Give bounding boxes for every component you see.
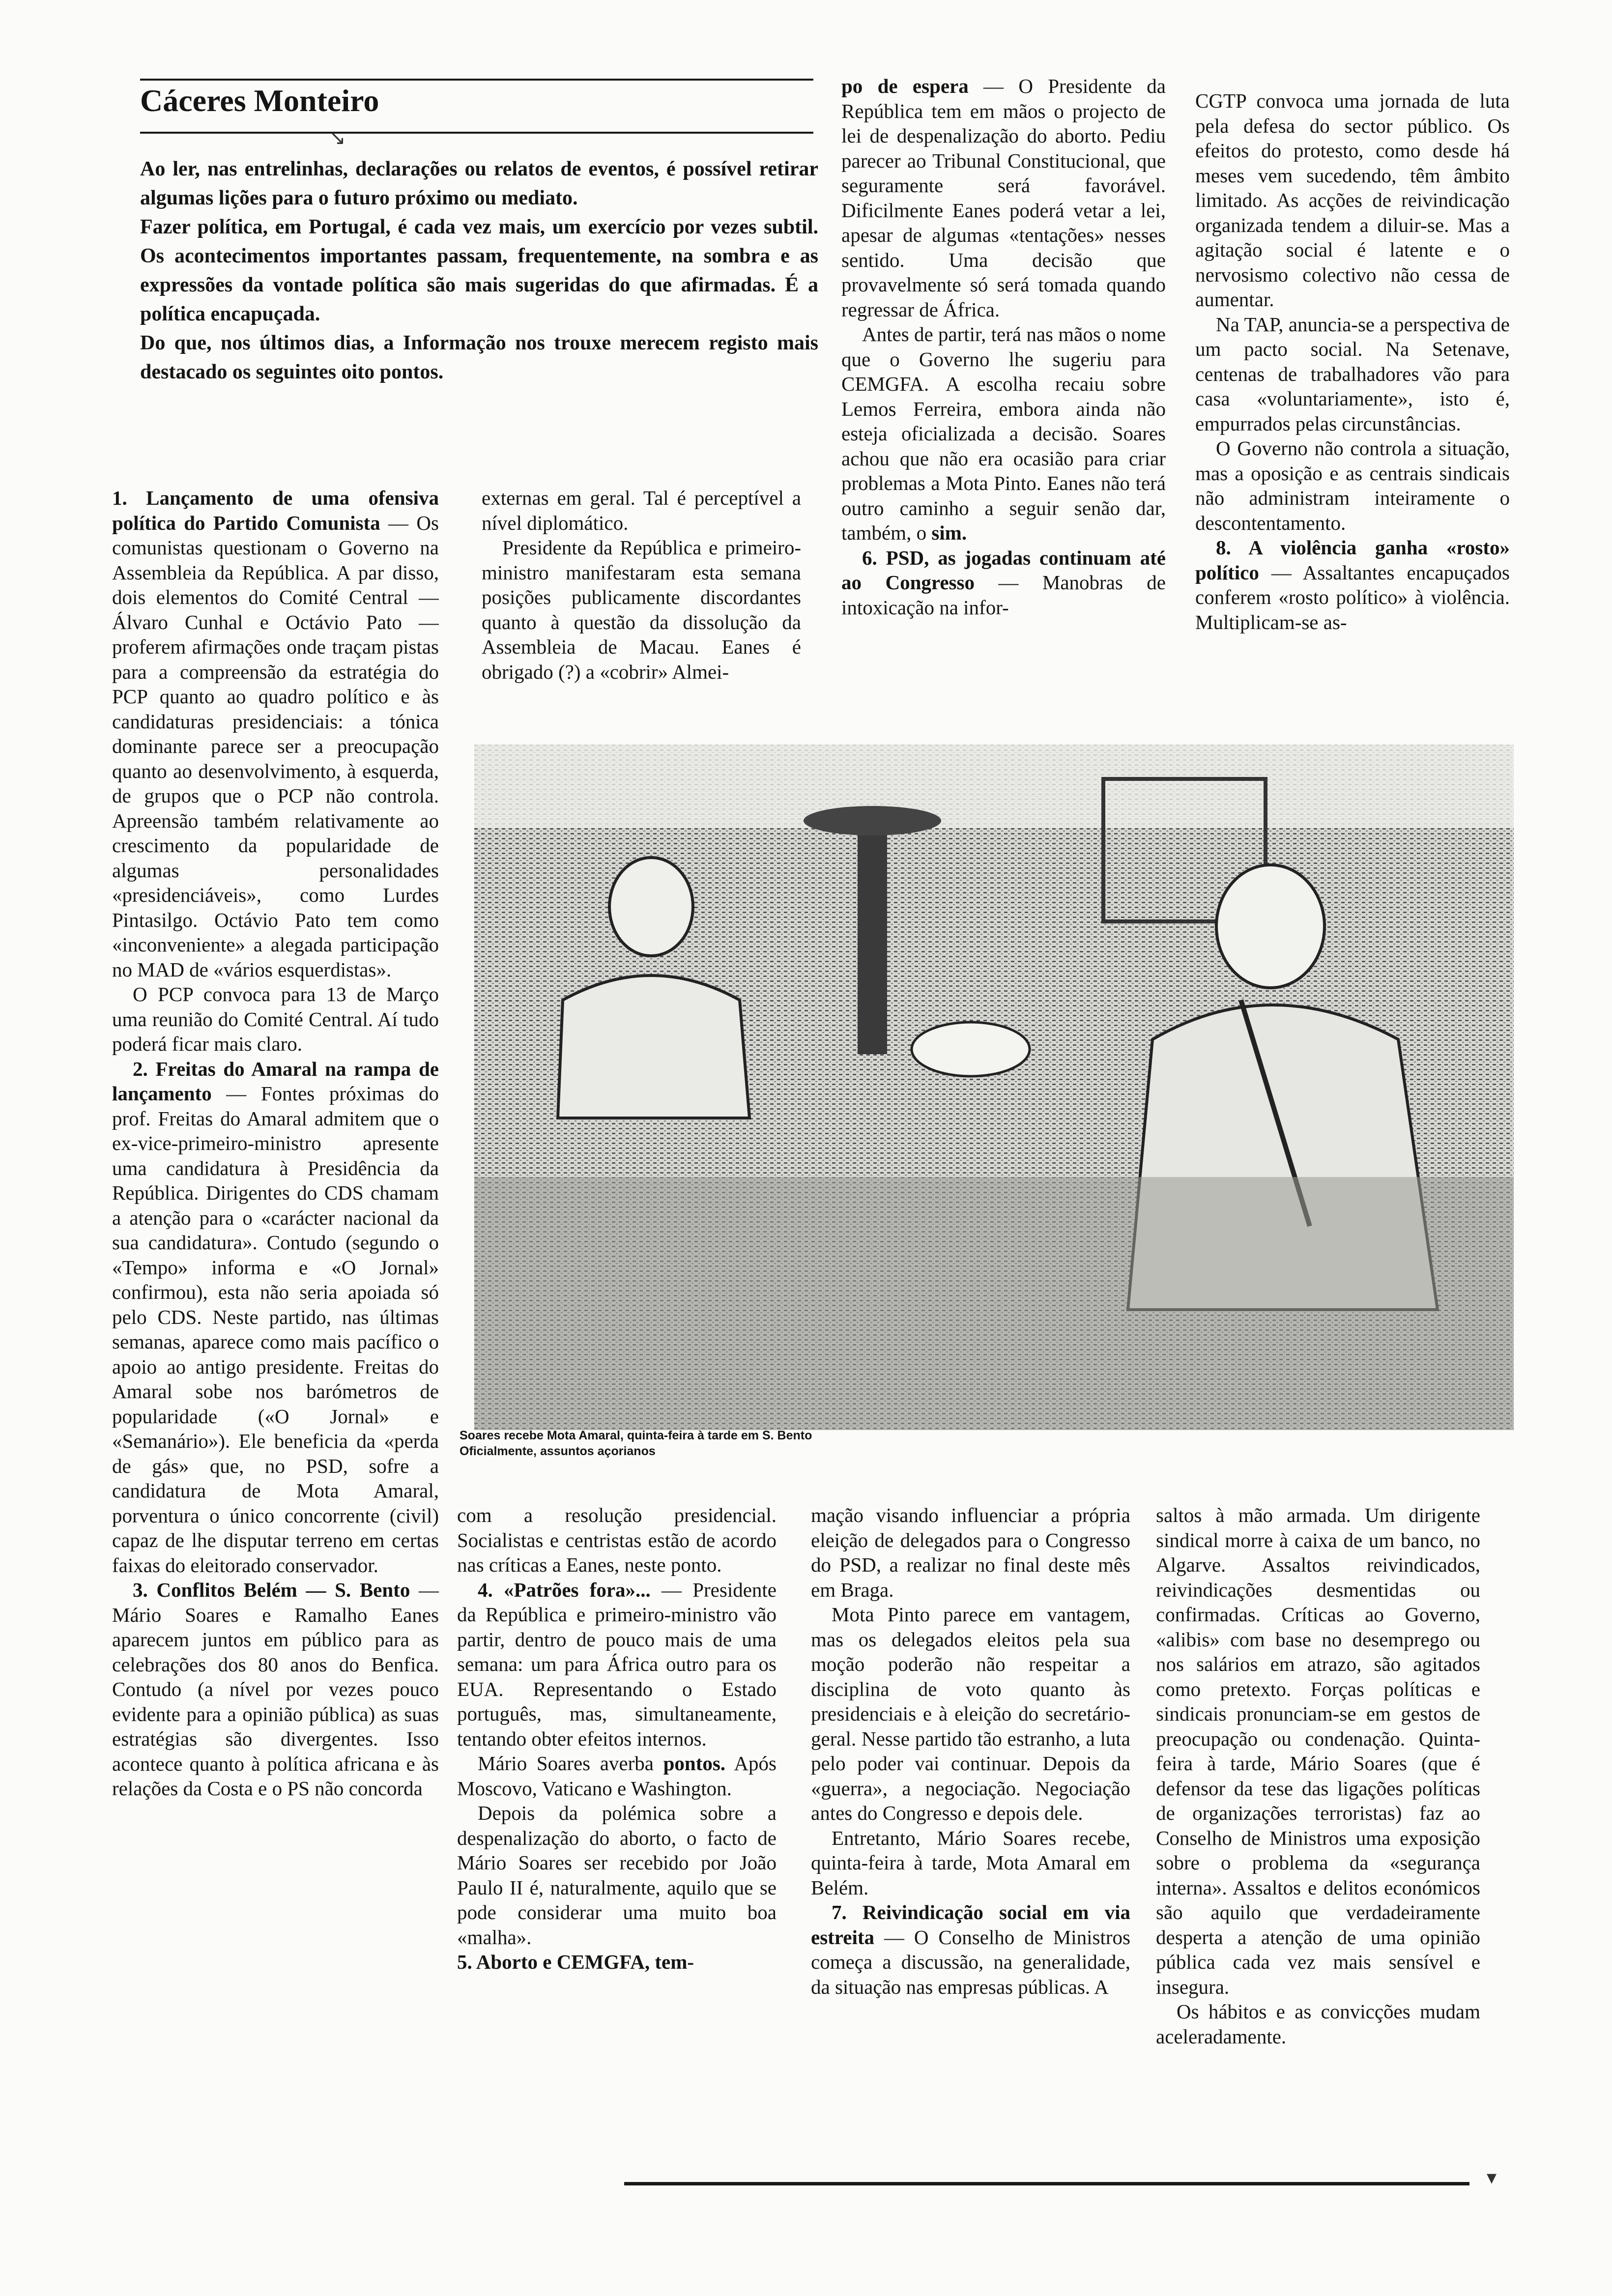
column-3-bottom: [811, 1503, 1130, 2129]
col3-bottom-p2: Mota Pinto parece em vantagem, mas os delegados eleitos pela sua moção poderão não respeitar a disciplina de voto quanto às presidenciais e à eleição do secretário-geral. Nesse partido tão estranho, a luta pelo poder vai continuar. Depois da «guerra», a negociação. Negociação antes do Congresso e depois dele.: [811, 1603, 1130, 1824]
lead-p3: Do que, nos últimos dias, a Informação nos trouxe merecem registo mais destacado os seguintes oito pontos.: [140, 332, 818, 383]
lead-p1: Ao ler, nas entrelinhas, declarações ou relatos de eventos, é possível retirar algumas lições para o futuro próximo ou mediato.: [140, 158, 818, 209]
section-4-heading: 4. «Patrões fora»...: [478, 1578, 651, 1601]
section-8-text: — Assaltantes encapuçados conferem «rosto político» à violência. Multiplicam-se as-: [1195, 561, 1510, 633]
col3-top-p2: Antes de partir, terá nas mãos o nome que o Governo lhe sugeriu para CEMGFA. A escolha recaiu sobre Lemos Ferreira, embora ainda não esteja oficializada a decisão. Soares achou que não era ocasião para criar problemas a Mota Pinto. Eanes não terá outro caminho a seguir senão dar, também, o sim.: [841, 323, 1166, 544]
header-mark: ↘: [329, 127, 346, 149]
caption-line-1: Soares recebe Mota Amaral, quinta-feira à tarde em S. Bento: [460, 1429, 812, 1442]
section-7: [811, 1900, 1130, 1999]
continuation-mark: ▾: [1487, 2166, 1497, 2189]
column-2-bottom: [457, 1503, 777, 2179]
lead-p2: Fazer política, em Portugal, é cada vez mais, um exercício por vezes subtil. Os acontecimentos importantes passam, frequentemente, na sombra e as expressões da vontade política são mais sugeridas do que afirmadas. É a política encapuçada.: [140, 216, 818, 325]
col4-top-p2: Na TAP, anuncia-se a perspectiva de um pacto social. Na Setenave, centenas de trabalhadores vão para casa «voluntariamente», isto é, empurrados pelas circunstâncias.: [1195, 313, 1510, 435]
col2-top-p1: externas em geral. Tal é perceptível a nível diplomático.: [482, 487, 801, 534]
col2-top-p2: Presidente da República e primeiro-ministro manifestaram esta semana posições publicamente discordantes quanto à questão da dissolução da Assembleia de Macau. Eanes é obrigado (?) a «cobrir» Almei-: [482, 536, 801, 683]
footer-rule: [624, 2182, 1469, 2185]
section-4-text: — Presidente da República e primeiro-ministro vão partir, dentro de pouco mais de uma semana: um para África outro para os EUA. Representando o Estado português, mas, simultaneamente, tentando obter efeitos internos.: [457, 1578, 777, 1750]
section-3: [112, 1578, 439, 1801]
col3-top-p1: po de espera — O Presidente da República tem em mãos o projecto de lei de despenalização do aborto. Pediu parecer ao Tribunal Constitucional, que seguramente será favorável. Dificilmente Eanes poderá vetar a lei, apesar de algumas «tentações» nesses sentido. Uma decisão que provavelmente só será tomada quando regressar de África.: [841, 75, 1166, 321]
column-4-top: [1195, 88, 1510, 722]
news-photo-drawing: [474, 745, 1514, 1430]
column-1: [112, 486, 439, 2186]
col2-bottom-p3: Mário Soares averba pontos. Após Moscovo, Vaticano e Washington.: [457, 1752, 777, 1800]
col4-top-p1: CGTP convoca uma jornada de luta pela defesa do sector público. Os efeitos do protesto, como desde há meses vem sucedendo, têm âmbito limitado. As acções de reivindicação organizada tendem a diluir-se. Mas a agitação social é latente e o nervosismo colectivo não cessa de aumentar.: [1195, 89, 1510, 311]
section-1-heading: 1. Lançamento de uma ofensiva política do Partido Comunista: [112, 487, 439, 534]
section-3-heading: 3. Conflitos Belém — S. Bento: [133, 1578, 410, 1601]
col2-bottom-p1: com a resolução presidencial. Socialistas e centristas estão de acordo nas críticas a Eanes, neste ponto.: [457, 1504, 777, 1576]
section-6: [841, 545, 1166, 620]
section-2-heading: 2. Freitas do Amaral na rampa de lançamento: [112, 1057, 439, 1105]
section-7-text: — O Conselho de Ministros começa a discussão, na generalidade, da situação nas empresas públicas. A: [811, 1925, 1130, 1998]
section-4: [457, 1578, 777, 1751]
section-1: [112, 486, 439, 982]
col2-bottom-p4: Depois da polémica sobre a despenalização do aborto, o facto de Mário Soares ser recebido por João Paulo II é, naturalmente, aquilo que se pode considerar uma muito boa «malha».: [457, 1802, 777, 1949]
photo-caption: [460, 1428, 1098, 1459]
section-7-heading: 7. Reivindicação social em via estreita: [811, 1901, 1130, 1949]
section-5-heading: 5. Aborto e CEMGFA, tem-: [457, 1951, 694, 1973]
section-8-heading: 8. A violência ganha «rosto» político: [1195, 536, 1510, 584]
section-2: [112, 1057, 439, 1578]
column-4-bottom: [1156, 1503, 1480, 2159]
news-photo: [474, 745, 1514, 1430]
section-6-text: — Manobras de intoxicação na infor-: [841, 571, 1166, 619]
lead-paragraphs: [140, 155, 818, 387]
col4-top-p3: O Governo não controla a situação, mas a oposição e as centrais sindicais não administram inteiramente o descontentamento.: [1195, 437, 1510, 534]
section-8: [1195, 535, 1510, 634]
col3-bottom-p1: mação visando influenciar a própria eleição de delegados para o Congresso do PSD, a realizar no final deste mês em Braga.: [811, 1504, 1130, 1601]
col3-top-heading: po de espera: [841, 75, 969, 97]
section-1-text: — Os comunistas questionam o Governo na Assembleia da República. A par disso, dois elementos do Comité Central — Álvaro Cunhal e Octávio Pato — proferem afirmações onde traçam pistas para a compreensão da estratégia do PCP quanto ao quadro político e às candidaturas presidenciais: a tónica dominante parece ser a preocupação quanto ao desenvolvimento, à esquerda, de grupos que o PCP não controla. Apreensão também relativamente ao crescimento da popularidade de algumas personalidades «presidenciáveis», como Lurdes Pintasilgo. Octávio Pato tem como «inconveniente» a alegada participação no MAD de «vários esquerdistas».: [112, 511, 439, 981]
header-rule-top: [140, 79, 813, 81]
section-2-text: — Fontes próximas do prof. Freitas do Amaral admitem que o ex-vice-primeiro-ministro apresente uma candidatura à Presidência da República. Dirigentes do CDS chamam a atenção para o «carácter nacional da sua candidatura». Contudo (segundo o «Tempo» informa e «O Jornal» confirmou), esta não seria apoiada só pelo CDS. Neste partido, nas últimas semanas, aparece como mais pacífico o apoio ao antigo presidente. Freitas do Amaral sobe nos barómetros de popularidade («O Jornal» e «Semanário»). Ele beneficia da «perda de gás» que, no PSD, sofre a candidatura de Mota Amaral, porventura o único concorrente (civil) capaz de lhe disputar terreno em certas faixas do eleitorado conservador.: [112, 1082, 439, 1577]
col3-bottom-p3: Entretanto, Mário Soares recebe, quinta-feira à tarde, Mota Amaral em Belém.: [811, 1826, 1130, 1899]
section-6-heading: 6. PSD, as jogadas continuam até ao Congresso: [841, 546, 1166, 594]
section-3-text: — Mário Soares e Ramalho Eanes aparecem juntos em público para as celebrações dos 80 anos do Benfica. Contudo (a nível por vezes pouco evidente para a opinião pública) as suas estratégias são divergentes. Isso acontece quanto à política africana e às relações da Costa e o PS não concorda: [112, 1578, 439, 1800]
col4-bottom-p1: saltos à mão armada. Um dirigente sindical morre à caixa de um banco, no Algarve. Assaltos reivindicados, reivindicações desmentidas ou confirmadas. Críticas ao Governo, «alibis» com base no desemprego ou nos salários em atrazo, são agitados como pretexto. Forças políticas e sindicais pronunciam-se em gestos de preocupação ou condenação. Quinta-feira à tarde, Mário Soares (que é defensor da tese das ligações políticas de organizações terroristas) faz ao Conselho de Ministros uma exposição sobre o problema da «segurança interna». Assaltos e delitos económicos são aquilo que verdadeiramente desperta a atenção de uma opinião pública cada vez mais sensível e insegura.: [1156, 1504, 1480, 1998]
column-3-top: [841, 74, 1166, 718]
section-5: [457, 1950, 777, 1975]
col4-bottom-p2: Os hábitos e as convicções mudam aceleradamente.: [1156, 2000, 1480, 2048]
caption-line-2: Oficialmente, assuntos açorianos: [460, 1444, 656, 1458]
section-1-p2: O PCP convoca para 13 de Março uma reunião do Comité Central. Aí tudo poderá ficar mais claro.: [112, 983, 439, 1055]
column-2-top: [482, 486, 801, 717]
header-rule-bottom: [140, 132, 813, 134]
author-byline: Cáceres Monteiro: [140, 83, 379, 118]
